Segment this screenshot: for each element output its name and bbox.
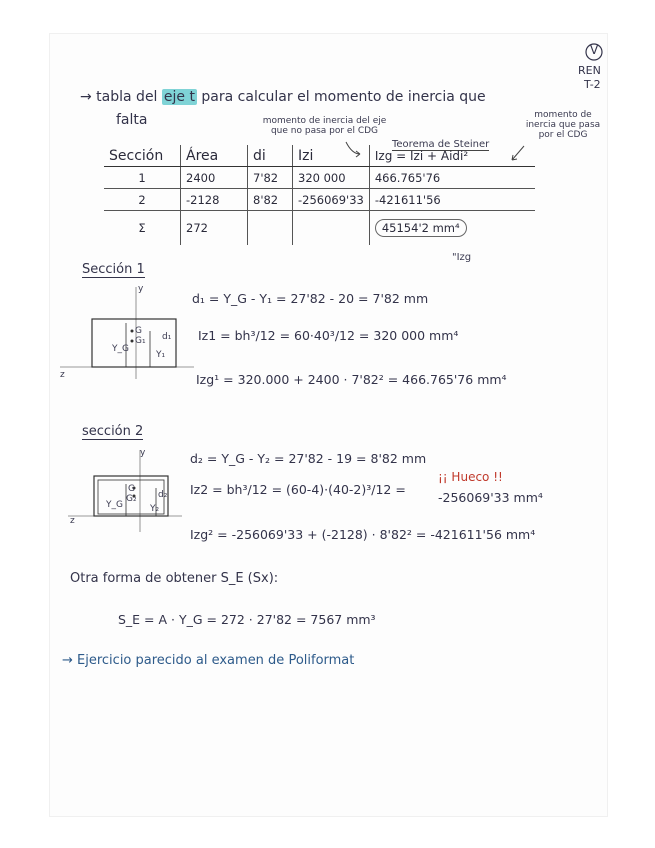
table-cell: Σ (138, 221, 146, 235)
section-2-d2-label: d₂ (158, 490, 168, 500)
table-cell: 1 (104, 167, 181, 189)
table-row (104, 167, 535, 189)
annotation-steiner: Teorema de Steiner (392, 139, 490, 150)
table-cell: 7'82 (248, 167, 293, 189)
section-2-eq-1: d₂ = Y_G - Y₂ = 27'82 - 19 = 8'82 mm (190, 451, 427, 466)
inertia-table (104, 145, 535, 245)
annotation-momento-cdg: momento de inercia que pasa por el CDG (525, 110, 601, 140)
section-2-g2-label: G₂ (126, 494, 137, 504)
table-header-cell: Izg = Izi + Aidi² (369, 145, 535, 167)
result-note: "Izg (452, 252, 472, 263)
table-cell: 272 (181, 211, 248, 246)
table-cell (248, 211, 293, 246)
table-header-row (104, 145, 535, 167)
header-highlight: eje t (163, 89, 195, 105)
section-1-g-label: G (135, 326, 142, 336)
section-2-diagram (66, 446, 186, 536)
other-method-eq: S_E = A · Y_G = 272 · 27'82 = 7567 mm³ (118, 612, 376, 627)
header-prefix: → tabla del (80, 89, 158, 105)
table-cell (369, 211, 535, 246)
section-1-eq-1: d₁ = Y_G - Y₁ = 27'82 - 20 = 7'82 mm (192, 291, 429, 306)
section-1-y1-label: Y₁ (156, 350, 166, 360)
header-line-1 (80, 89, 486, 105)
section-2-eq-2-result: -256069'33 mm⁴ (438, 490, 543, 505)
section-2-z-axis-label: z (70, 516, 75, 526)
table-cell: 320 000 (293, 167, 370, 189)
other-method-line: Otra forma de obtener S_E (Sx): (70, 571, 279, 586)
table-cell: 2 (104, 189, 181, 211)
section-1-diagram (58, 283, 198, 383)
section-2-g-label: G (128, 484, 135, 494)
result-circled: 45154'2 mm⁴ (375, 219, 467, 237)
header-line-2: falta (116, 112, 148, 128)
header-rest: para calcular el momento de inercia que (201, 89, 486, 105)
section-2-eq-2: Iz2 = bh³/12 = (60-4)·(40-2)³/12 = (190, 482, 406, 497)
table-cell: -2128 (181, 189, 248, 211)
table-header-cell: Izi (293, 145, 370, 167)
table-header-cell: Área (181, 145, 248, 167)
section-2-eq-3: Izg² = -256069'33 + (-2128) · 8'82² = -421611'56 mm⁴ (190, 527, 536, 542)
table-cell (293, 211, 370, 246)
t2-label: T-2 (584, 78, 601, 91)
annotation-momento-eje: momento de inercia del eje que no pasa por el CDG (262, 116, 387, 136)
table-cell: 8'82 (248, 189, 293, 211)
table-cell: 466.765'76 (369, 167, 535, 189)
table-cell: -421611'56 (369, 189, 535, 211)
section-2-y-axis-label: y (140, 448, 146, 458)
ren-label: REN (578, 64, 601, 77)
table-cell: -256069'33 (293, 189, 370, 211)
section-1-z-axis-label: z (60, 370, 65, 380)
circled-mark-text: V (590, 43, 599, 57)
section-1-g1-label: G₁ (135, 336, 146, 346)
table-row (104, 189, 535, 211)
section-2-y2-label: Y₂ (150, 504, 160, 514)
section-1-eq-3: Izg¹ = 320.000 + 2400 · 7'82² = 466.765'76 mm⁴ (196, 372, 507, 387)
table-cell: 2400 (181, 167, 248, 189)
footer-note: → Ejercicio parecido al examen de Poliformat (62, 653, 355, 668)
table-header-cell: Sección (104, 145, 181, 167)
table-row (104, 211, 535, 246)
section-1-y-axis-label: y (138, 284, 144, 294)
section-1-yg-label: Y_G (112, 344, 129, 354)
section-1-eq-2: Iz1 = bh³/12 = 60·40³/12 = 320 000 mm⁴ (198, 328, 459, 343)
section-2-yg-label: Y_G (106, 500, 123, 510)
section-2-title: sección 2 (82, 424, 144, 439)
section-1-title: Sección 1 (82, 262, 145, 277)
hueco-note: ¡¡ Hueco !! (438, 470, 503, 484)
section-1-d1-label: d₁ (162, 332, 172, 342)
table-header-cell: di (248, 145, 293, 167)
